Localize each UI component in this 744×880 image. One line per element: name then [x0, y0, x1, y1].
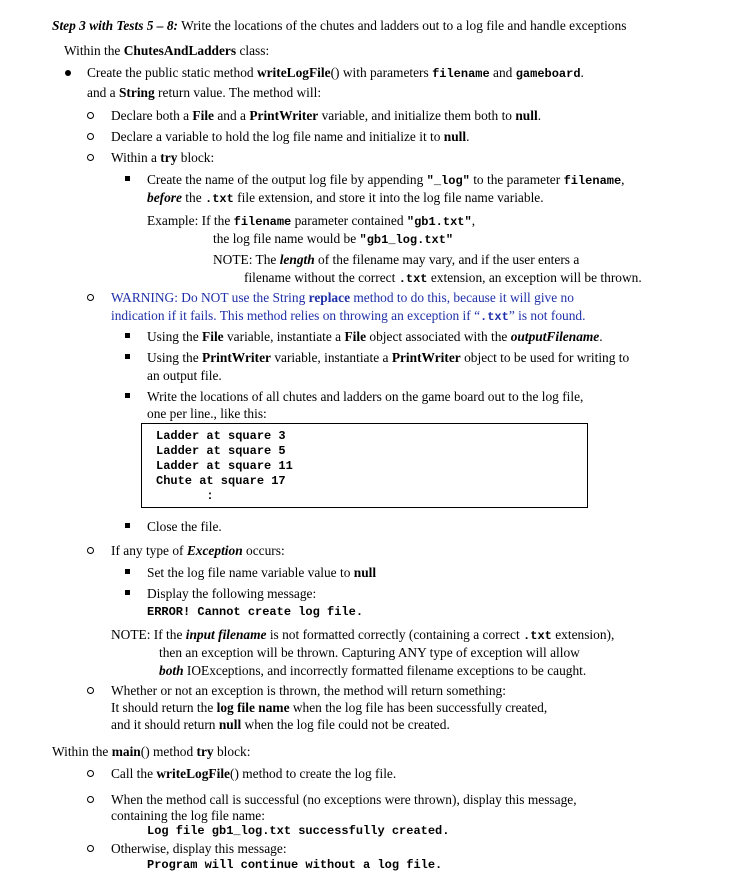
text: the log file name would be — [213, 231, 360, 246]
text: Create the name of the output log file by appending — [147, 172, 427, 187]
type-name: File — [192, 108, 214, 123]
step-description: Write the locations of the chutes and ladders out to a log file and handle exceptions — [178, 18, 627, 33]
type-name: PrintWriter — [202, 350, 271, 365]
declare-log-name — [111, 128, 469, 145]
text: NOTE: If the — [111, 627, 186, 642]
text: when the log file could not be created. — [241, 717, 450, 732]
using-file-line — [147, 328, 603, 345]
method-name: writeLogFile — [256, 65, 331, 80]
text: block: — [177, 150, 215, 165]
text: then an exception will be thrown. Capturing ANY type of exception will allow — [159, 645, 580, 660]
text: parameter contained — [291, 213, 407, 228]
create-name-line — [147, 171, 625, 190]
bullet-square — [125, 393, 130, 398]
bullet-circle — [87, 294, 94, 301]
method-main: main — [111, 744, 141, 759]
write-locations-line2 — [147, 405, 267, 422]
param-gameboard: gameboard — [515, 67, 581, 81]
text: IOExceptions, and incorrectly formatted filename exceptions to be caught. — [183, 663, 587, 678]
method-name: writeLogFile — [156, 766, 230, 781]
txt-extension: .txt — [480, 310, 509, 324]
text: and a — [87, 85, 119, 100]
keyword-try: try — [196, 744, 214, 759]
txt-extension: .txt — [523, 629, 552, 643]
bullet-circle — [87, 770, 94, 777]
otherwise-line — [111, 840, 287, 857]
text: Within the — [64, 43, 124, 58]
type-name: File — [344, 329, 367, 344]
txt-extension: .txt — [398, 272, 428, 286]
text: Using the — [147, 350, 203, 365]
type-name: PrintWriter — [249, 108, 319, 123]
method-replace: replace — [308, 290, 351, 305]
create-name-line2 — [147, 189, 544, 208]
text: variable, and initialize them both to — [318, 108, 516, 123]
step-heading — [52, 17, 626, 34]
keyword-null: null — [218, 717, 242, 732]
param-filename: filename — [563, 174, 622, 188]
text: Call the — [111, 766, 157, 781]
text: and — [489, 65, 516, 80]
text: the — [181, 190, 206, 205]
text: and it should return — [111, 717, 219, 732]
create-method-line2 — [87, 84, 321, 101]
set-null-line — [147, 564, 376, 581]
write-locations-line — [147, 388, 583, 405]
error-message: ERROR! Cannot create log file. — [147, 605, 364, 619]
type-name: File — [202, 329, 224, 344]
text: Example: If the — [147, 213, 234, 228]
text: Declare a variable to hold the log file name and initialize it to — [111, 129, 444, 144]
text: variable, instantiate a — [270, 350, 392, 365]
text: Whether or not an exception is thrown, the method will return something: — [111, 683, 506, 698]
bullet-circle — [87, 154, 94, 161]
text: When the method call is successful (no exceptions were thrown), display this message, — [111, 792, 577, 807]
type-name: String — [118, 85, 155, 100]
emphasis-length: length — [279, 252, 315, 267]
text: is not formatted correctly (containing a correct — [266, 627, 524, 642]
warning-line — [111, 289, 574, 306]
bullet-circle — [87, 547, 94, 554]
keyword-null: null — [515, 108, 538, 123]
log-suffix: "_log" — [426, 174, 470, 188]
class-intro — [64, 42, 269, 59]
try-block-line — [111, 149, 214, 166]
text: , — [471, 213, 476, 228]
warning-line2 — [111, 307, 585, 326]
call-line — [111, 765, 396, 782]
bullet-square — [125, 523, 130, 528]
code-line: Chute at square 17 — [156, 474, 286, 488]
text: Create the public static method — [87, 65, 257, 80]
close-file-line: Close the file. — [147, 519, 222, 534]
note-length-line — [213, 251, 579, 268]
code-line: Ladder at square 3 — [156, 429, 286, 443]
text: object associated with the — [366, 329, 511, 344]
emphasis-before: before — [147, 190, 182, 205]
text: () method — [140, 744, 197, 759]
text: Declare both a — [111, 108, 193, 123]
txt-extension: .txt — [205, 192, 234, 206]
success-line — [111, 791, 577, 808]
input-filename: input filename — [185, 627, 267, 642]
main-intro — [52, 743, 250, 760]
bullet-circle — [87, 796, 94, 803]
text: . — [580, 65, 584, 80]
text: NOTE: The — [213, 252, 280, 267]
example-filename: "gb1.txt" — [406, 215, 472, 229]
bullet-square — [125, 569, 130, 574]
text: when the log file has been successfully created, — [289, 700, 548, 715]
text: Write the locations of all chutes and ladders on the game board out to the log file, — [147, 389, 584, 404]
text: If any type of — [111, 543, 187, 558]
text: WARNING: Do NOT use the String — [111, 290, 309, 305]
keyword-null: null — [443, 129, 467, 144]
text: ” is not found. — [508, 308, 586, 323]
bullet-circle — [87, 687, 94, 694]
bullet-circle — [87, 845, 94, 852]
emphasis-log-file-name: log file name — [216, 700, 290, 715]
output-filename: outputFilename — [510, 329, 600, 344]
text: one per line., like this: — [147, 406, 267, 421]
emphasis-both: both — [159, 663, 184, 678]
bullet-circle — [87, 133, 94, 140]
text: and a — [214, 108, 250, 123]
type-name: PrintWriter — [391, 350, 461, 365]
text: () method to create the log file. — [230, 766, 397, 781]
example-line2 — [213, 230, 453, 249]
return-line3 — [111, 716, 450, 733]
text: Otherwise, display this message: — [111, 841, 287, 856]
text: Set the log file name variable value to — [147, 565, 354, 580]
keyword-try: try — [160, 150, 178, 165]
bullet-square — [125, 176, 130, 181]
create-method-line — [87, 64, 584, 83]
text: Within a — [111, 150, 161, 165]
param-filename: filename — [233, 215, 292, 229]
text: return value. The method will: — [154, 85, 322, 100]
using-printwriter-line — [147, 349, 629, 366]
exception-line — [111, 542, 285, 559]
no-log-message: Program will continue without a log file. — [147, 858, 443, 872]
return-line2 — [111, 699, 547, 716]
keyword-null: null — [353, 565, 377, 580]
bullet-square — [125, 354, 130, 359]
note-format-line2 — [159, 644, 580, 661]
text: . — [537, 108, 542, 123]
text: It should return the — [111, 700, 217, 715]
text: method to do this, because it will give no — [350, 290, 574, 305]
step-label: Step 3 with Tests 5 – 8: — [52, 18, 178, 33]
sample-output-box — [141, 423, 588, 508]
bullet-dot — [65, 70, 71, 76]
text: , — [621, 172, 625, 187]
text: extension), — [551, 627, 615, 642]
text: block: — [213, 744, 251, 759]
text: of the filename may vary, and if the user enters a — [314, 252, 580, 267]
text: indication if it fails. This method relies on throwing an exception if “ — [111, 308, 481, 323]
code-line: Ladder at square 11 — [156, 459, 293, 473]
text: variable, instantiate a — [223, 329, 345, 344]
example-log-filename: "gb1_log.txt" — [359, 233, 454, 247]
class-name: ChutesAndLadders — [123, 43, 237, 58]
param-filename: filename — [432, 67, 490, 81]
bullet-circle — [87, 112, 94, 119]
declare-file-printwriter — [111, 107, 541, 124]
text: . — [599, 329, 603, 344]
return-line — [111, 682, 506, 699]
text: Using the — [147, 329, 203, 344]
note-length-line2 — [244, 269, 642, 288]
display-message-line: Display the following message: — [147, 586, 317, 601]
success-message: Log file gb1_log.txt successfully created. — [147, 824, 450, 838]
using-printwriter-line2 — [147, 367, 222, 384]
text: extension, an exception will be thrown. — [427, 270, 642, 285]
text: an output file. — [147, 368, 222, 383]
text: file extension, and store it into the log file name variable. — [233, 190, 544, 205]
text: Within the — [52, 744, 112, 759]
text: containing the log file name: — [111, 808, 265, 823]
exception-type: Exception — [186, 543, 243, 558]
code-line: : — [156, 489, 214, 503]
text: to the parameter — [469, 172, 564, 187]
text: class: — [236, 43, 270, 58]
text: object to be used for writing to — [460, 350, 630, 365]
text: () with parameters — [330, 65, 433, 80]
example-line — [147, 212, 475, 231]
text: filename without the correct — [244, 270, 399, 285]
code-line: Ladder at square 5 — [156, 444, 286, 458]
text: . — [466, 129, 470, 144]
text: occurs: — [242, 543, 285, 558]
success-line2 — [111, 807, 265, 824]
bullet-square — [125, 590, 130, 595]
note-format-line — [111, 626, 614, 645]
bullet-square — [125, 333, 130, 338]
note-format-line3 — [159, 662, 586, 679]
